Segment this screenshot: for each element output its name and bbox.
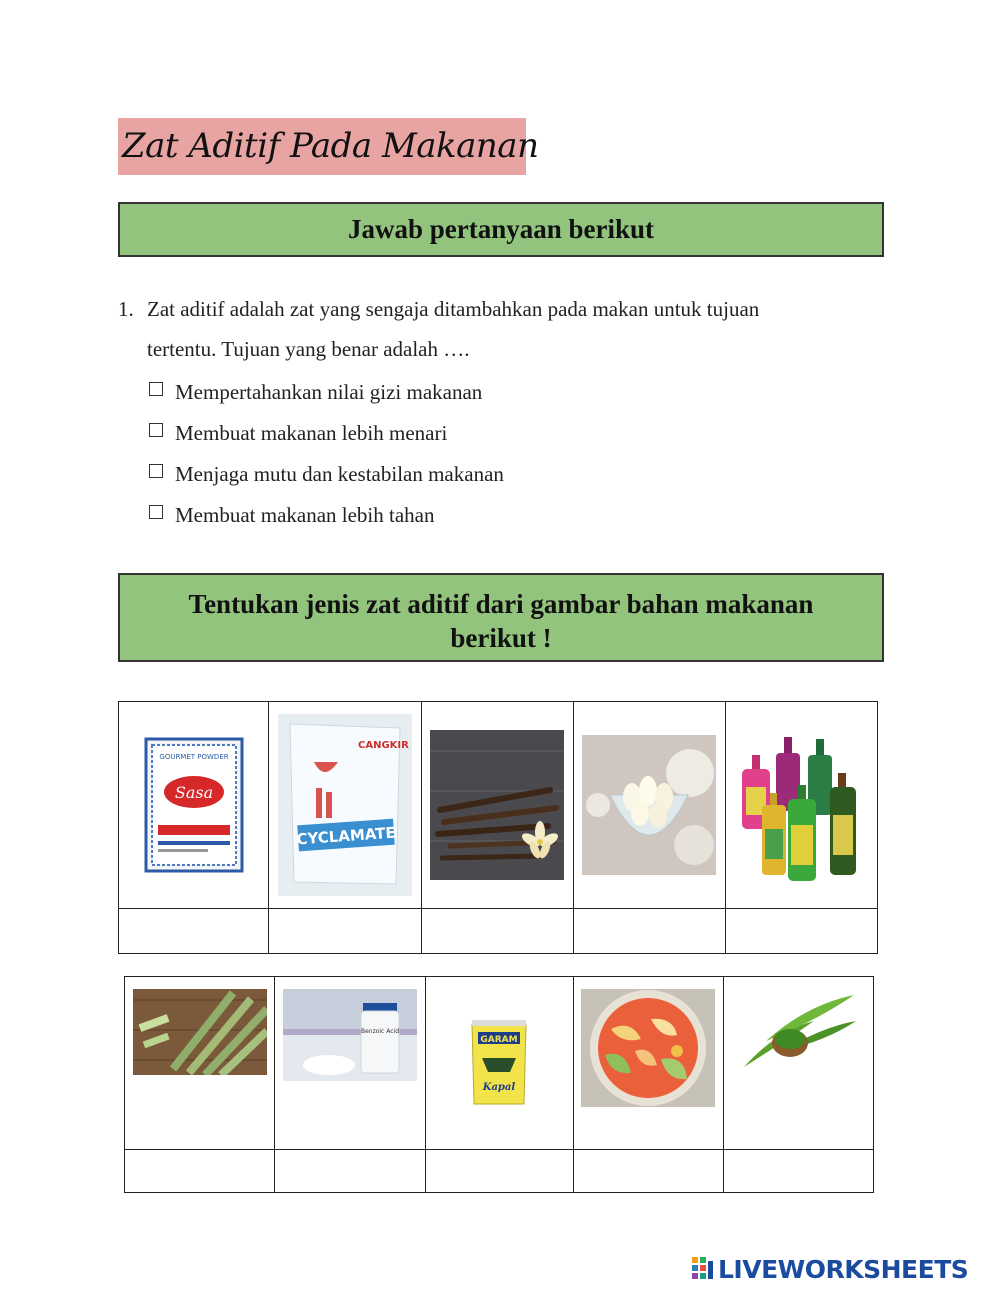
- package-brand-label: CYCLAMATE: [295, 823, 397, 849]
- food-coloring-bottles-image: [734, 725, 868, 885]
- image-cell: [425, 977, 573, 1150]
- image-cell: [269, 702, 421, 909]
- msg-sasa-package-image: [144, 737, 244, 873]
- question-text-line-1: [118, 291, 878, 331]
- checkbox-option-4[interactable]: [149, 505, 163, 519]
- image-cell: [119, 702, 269, 909]
- salt-package-image: [468, 1018, 530, 1108]
- benzoic-acid-image: [283, 989, 417, 1081]
- section-heading-line-1: Tentukan jenis zat aditif dari gambar bahan makanan: [188, 589, 814, 619]
- section-heading-line-2: berikut !: [450, 623, 552, 653]
- checkbox-option-2[interactable]: [149, 423, 163, 437]
- image-cell: [573, 977, 723, 1150]
- image-cell: [723, 977, 873, 1150]
- option-label: Membuat makanan lebih tahan: [175, 502, 435, 527]
- question-text-line-2: tertentu. Tujuan yang benar adalah ….: [147, 337, 470, 361]
- image-cell: [725, 702, 877, 909]
- answer-cell-2[interactable]: [269, 909, 421, 954]
- option-3[interactable]: [118, 453, 878, 494]
- package-top-label: CANGKIR: [358, 740, 409, 751]
- page-title: Zat Aditif Pada Makanan: [118, 118, 526, 175]
- additive-image-table-2: [124, 976, 874, 1193]
- answer-cell-7[interactable]: [275, 1150, 425, 1193]
- image-cell: [125, 977, 275, 1150]
- answer-cell-6[interactable]: [125, 1150, 275, 1193]
- answer-cell-3[interactable]: [421, 909, 573, 954]
- answer-cell-5[interactable]: [725, 909, 877, 954]
- option-label: Mempertahankan nilai gizi makanan: [175, 379, 483, 404]
- garlic-bowl-image: [582, 735, 716, 875]
- option-1[interactable]: [118, 371, 878, 412]
- section-heading-additives: [118, 573, 884, 662]
- image-cell: [421, 702, 573, 909]
- question-number: 1.: [118, 297, 134, 321]
- package-brand-label: Kapal: [482, 1082, 516, 1093]
- option-4[interactable]: [118, 494, 878, 535]
- answer-cell-10[interactable]: [723, 1150, 873, 1193]
- vanilla-beans-image: [430, 730, 564, 880]
- pickled-fruit-image: [581, 989, 715, 1107]
- checkbox-option-3[interactable]: [149, 464, 163, 478]
- liveworksheets-logo: [692, 1254, 968, 1284]
- package-brand-label: Sasa: [174, 783, 213, 802]
- question-text: Zat aditif adalah zat yang sengaja ditambahkan pada makan untuk tujuan: [147, 297, 760, 321]
- question-1: [118, 291, 878, 535]
- section-heading-questions: Jawab pertanyaan berikut: [118, 202, 884, 257]
- liveworksheets-logo-text: LIVEWORKSHEETS: [718, 1254, 969, 1284]
- answer-cell-9[interactable]: [573, 1150, 723, 1193]
- answer-cell-4[interactable]: [573, 909, 725, 954]
- package-top-label: GOURMET POWDER: [159, 753, 229, 761]
- additive-image-table-1: [118, 701, 878, 954]
- image-cell: [573, 702, 725, 909]
- bottle-label: Benzoic Acid: [361, 1028, 400, 1035]
- option-label: Membuat makanan lebih menari: [175, 420, 448, 445]
- option-label: Menjaga mutu dan kestabilan makanan: [175, 461, 504, 486]
- cyclamate-package-image: [278, 714, 412, 896]
- option-2[interactable]: [118, 412, 878, 453]
- answer-cell-8[interactable]: [425, 1150, 573, 1193]
- liveworksheets-logo-icon: [692, 1257, 714, 1281]
- checkbox-option-1[interactable]: [149, 382, 163, 396]
- pandan-leaves-image: [736, 981, 860, 1077]
- answer-cell-1[interactable]: [119, 909, 269, 954]
- image-cell: [275, 977, 425, 1150]
- sugarcane-image: [133, 989, 267, 1075]
- package-top-label: GARAM: [480, 1035, 518, 1045]
